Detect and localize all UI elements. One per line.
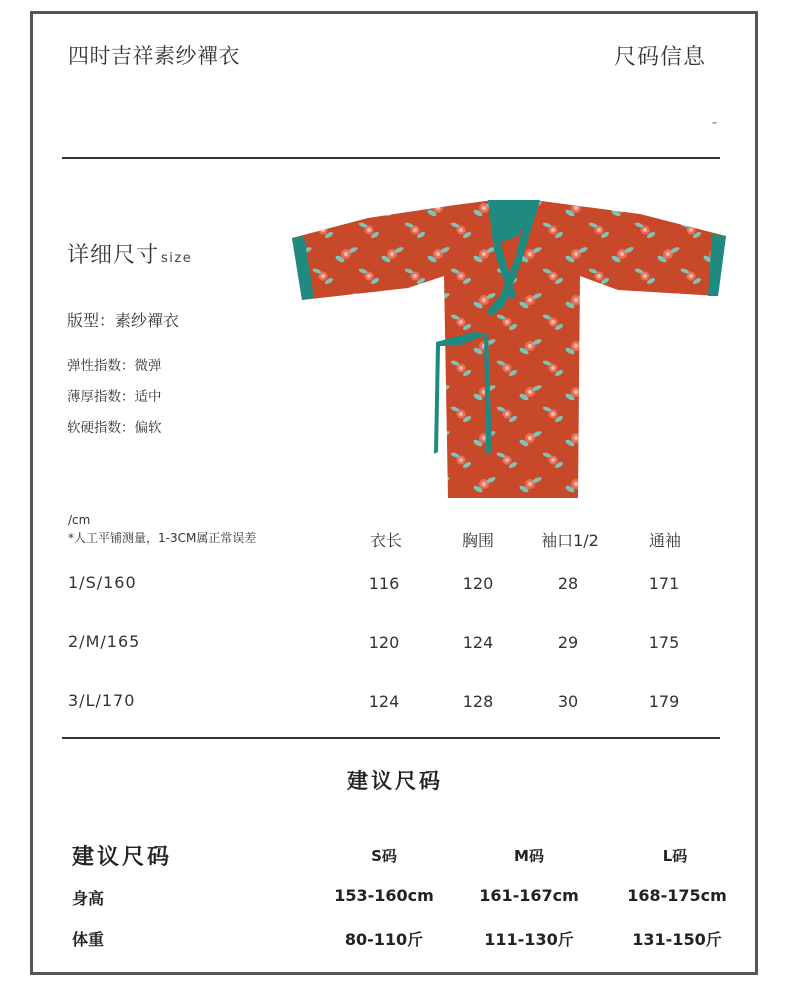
size-cell: 171 bbox=[648, 574, 680, 593]
size-cell: 179 bbox=[648, 692, 680, 711]
recommend-cell: 111-130斤 bbox=[484, 930, 574, 949]
detail-heading bbox=[67, 238, 192, 269]
size-cell: 120 bbox=[462, 574, 494, 593]
section-title: 尺码信息 bbox=[614, 45, 707, 70]
dash-mark: - bbox=[712, 115, 718, 131]
col-head-length: 衣长 bbox=[369, 531, 402, 550]
size-cell: 30 bbox=[557, 692, 579, 711]
measure-note: *人工平铺测量，1-3CM属正常误差 bbox=[68, 531, 257, 545]
size-cell: 124 bbox=[462, 633, 494, 652]
recommend-col-l: L码 bbox=[662, 847, 688, 865]
detail-heading-sub: size bbox=[161, 251, 193, 266]
spec-thickness: 薄厚指数：适中 bbox=[67, 389, 162, 405]
recommend-table-heading: 建议尺码 bbox=[72, 845, 173, 870]
unit-label: /cm bbox=[68, 513, 91, 527]
recommend-cell: 161-167cm bbox=[479, 886, 579, 905]
style-line: 版型：素纱襌衣 bbox=[67, 311, 180, 330]
size-row-label: 1/S/160 bbox=[68, 573, 137, 592]
garment-image bbox=[288, 196, 728, 498]
recommend-cell: 153-160cm bbox=[334, 886, 434, 905]
size-cell: 116 bbox=[368, 574, 400, 593]
size-cell: 29 bbox=[557, 633, 579, 652]
size-cell: 120 bbox=[368, 633, 400, 652]
detail-heading-text: 详细尺寸 bbox=[67, 243, 160, 268]
recommend-cell: 80-110斤 bbox=[344, 930, 424, 949]
recommend-title: 建议尺码 bbox=[347, 769, 443, 793]
recommend-row-label-height: 身高 bbox=[72, 889, 105, 908]
size-cell: 175 bbox=[648, 633, 680, 652]
col-head-sleeve: 通袖 bbox=[648, 531, 681, 550]
col-head-cuff: 袖口1/2 bbox=[541, 531, 599, 550]
recommend-col-s: S码 bbox=[371, 847, 397, 865]
recommend-row-label-weight: 体重 bbox=[72, 930, 105, 949]
spec-softness: 软硬指数：偏软 bbox=[67, 420, 162, 436]
size-cell: 28 bbox=[557, 574, 579, 593]
size-cell: 128 bbox=[462, 692, 494, 711]
recommend-cell: 131-150斤 bbox=[632, 930, 722, 949]
size-row-label: 2/M/165 bbox=[68, 632, 141, 651]
header-divider bbox=[62, 157, 720, 159]
product-title: 四时吉祥素纱襌衣 bbox=[68, 44, 240, 68]
size-row-label: 3/L/170 bbox=[68, 691, 136, 710]
col-head-chest: 胸围 bbox=[461, 531, 494, 550]
size-cell: 124 bbox=[368, 692, 400, 711]
recommend-cell: 168-175cm bbox=[627, 886, 727, 905]
spec-elasticity: 弹性指数：微弹 bbox=[67, 358, 162, 374]
table-divider bbox=[62, 737, 720, 739]
recommend-col-m: M码 bbox=[514, 847, 544, 865]
